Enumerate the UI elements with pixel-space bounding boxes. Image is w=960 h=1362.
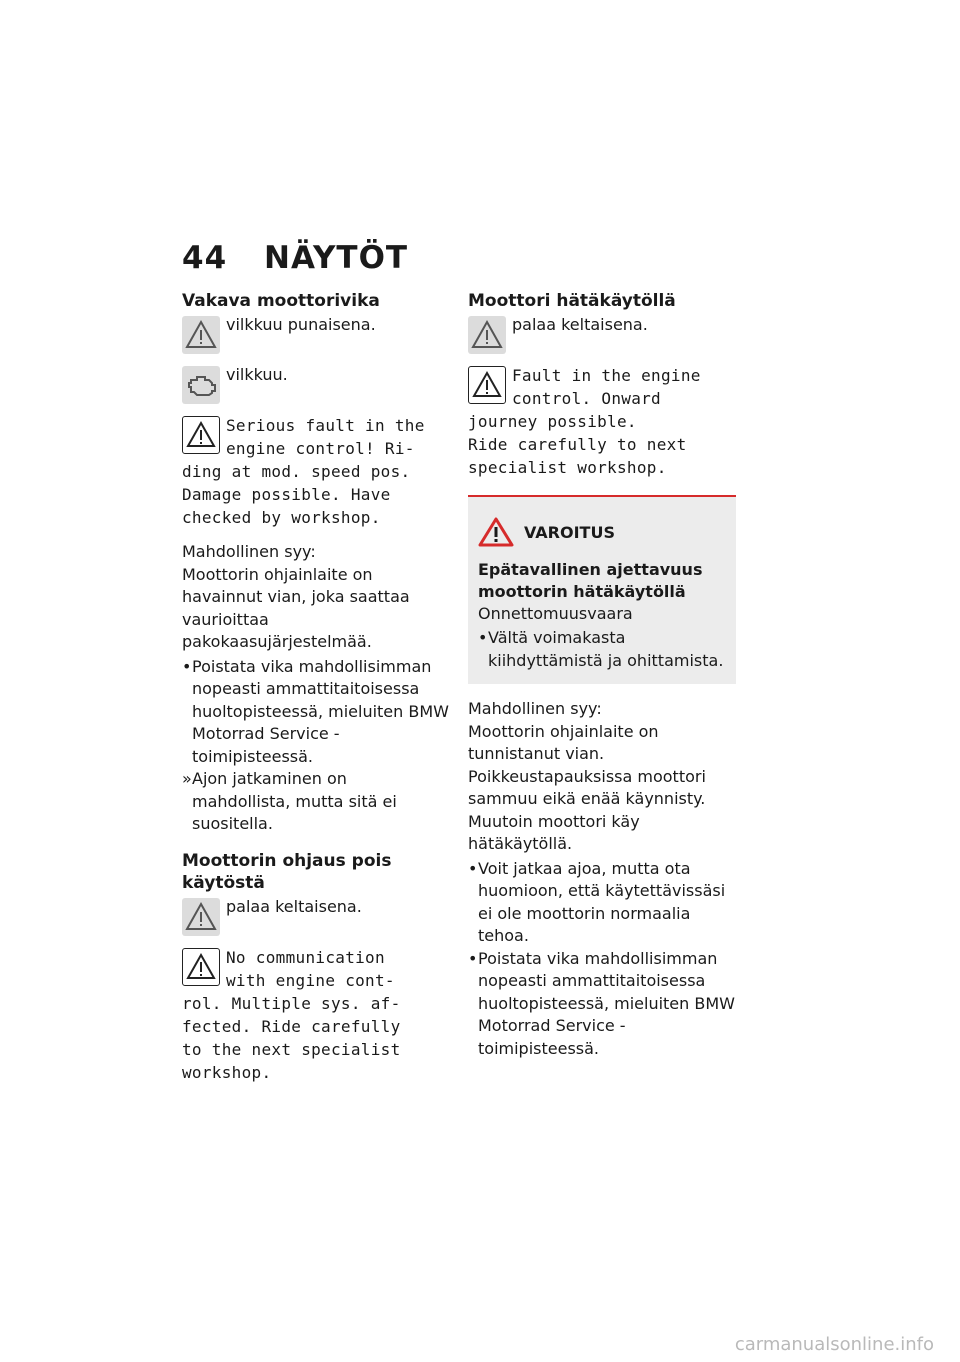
engine-icon — [182, 366, 220, 404]
cause-label: Mahdollinen syy: — [468, 699, 602, 718]
warning-risk: Onnettomuusvaara — [478, 604, 633, 623]
message-line: No communication — [226, 947, 385, 967]
warning-subtitle: Epätavallinen ajettavuus moottorin hätäkäytöllä — [478, 560, 703, 601]
left-column — [182, 290, 450, 1096]
page-title: NÄYTÖT — [264, 240, 409, 276]
message-line: Ride carefully to next — [468, 435, 687, 454]
message-line: control. Onward — [512, 389, 661, 408]
message-line: ding at mod. speed pos. — [182, 462, 411, 481]
bullet-marker: • — [468, 858, 478, 878]
section-heading: Moottori hätäkäytöllä — [468, 291, 676, 311]
indicator-row — [182, 314, 450, 352]
message-line: with engine cont- — [226, 970, 395, 990]
list-item: • Vältä voimakasta kiihdyttämistä ja ohittamista. — [478, 628, 724, 670]
message-line: rol. Multiple sys. af- — [182, 993, 401, 1013]
action-list — [182, 656, 450, 836]
warning-triangle-icon — [182, 898, 220, 936]
display-message — [182, 414, 450, 529]
warning-label: VAROITUS — [524, 522, 615, 542]
cause-text: Moottorin ohjainlaite on tunnistanut vian. Poikkeustapauksissa moottori sammuu eikä enää käynnisty. Muutoin moottori käy hätäkäytöllä. — [468, 721, 706, 853]
warning-list — [478, 627, 726, 672]
list-item: » Ajon jatkaminen on mahdollista, mutta sitä ei suositella. — [182, 769, 397, 833]
cause-label: Mahdollinen syy: — [182, 542, 316, 561]
list-item: • Poistata vika mahdollisimman nopeasti ammattitaitoisessa huoltopisteessä, mieluiten BMW Motorrad Service -toimipisteessä. — [182, 656, 449, 766]
warning-triangle-icon — [182, 316, 220, 354]
list-item: • Poistata vika mahdollisimman nopeasti ammattitaitoisessa huoltopisteessä, mieluiten BMW Motorrad Service -toimipisteessä. — [468, 948, 735, 1058]
action-list — [468, 858, 736, 1061]
message-line: to the next specialist — [182, 1039, 401, 1059]
indicator-text: palaa keltaisena. — [226, 896, 362, 916]
warning-title — [478, 517, 726, 547]
warning-triangle-icon — [468, 316, 506, 354]
warning-triangle-icon — [468, 366, 506, 404]
display-message — [468, 364, 736, 479]
message-line: specialist workshop. — [468, 458, 667, 477]
indicator-text: vilkkuu. — [226, 365, 288, 384]
list-item: • Voit jatkaa ajoa, mutta ota huomioon, että käytettävissäsi ei ole moottorin normaalia tehoa. — [468, 858, 726, 945]
warning-triangle-icon — [182, 948, 220, 986]
section-heading: Moottorin ohjaus pois käytöstä — [182, 850, 392, 893]
indicator-text: vilkkuu punaisena. — [226, 315, 376, 334]
page-header — [182, 240, 408, 276]
indicator-row — [182, 896, 450, 934]
warning-triangle-icon — [182, 416, 220, 454]
indicator-row — [182, 364, 450, 402]
message-line: Serious fault in the — [226, 416, 425, 435]
indicator-row — [468, 314, 736, 352]
warning-box — [468, 495, 736, 684]
result-marker: » — [182, 769, 192, 788]
right-column — [468, 290, 736, 1060]
message-line: Damage possible. Have — [182, 485, 391, 504]
indicator-text: palaa keltaisena. — [512, 315, 648, 334]
warning-red-icon — [478, 517, 514, 547]
page-number: 44 — [182, 240, 228, 276]
message-line: engine control! Ri- — [226, 439, 415, 458]
cause-text: Moottorin ohjainlaite on havainnut vian, joka saattaa vaurioittaa pakokaasujärjestelmää. — [182, 564, 410, 651]
message-line: Fault in the engine — [512, 366, 701, 385]
bullet-marker: • — [182, 656, 192, 676]
watermark: carmanualsonline.info — [734, 1334, 934, 1355]
message-line: workshop. — [182, 1062, 272, 1082]
section-heading: Vakava moottorivika — [182, 291, 380, 311]
message-line: journey possible. — [468, 412, 637, 431]
bullet-marker: • — [468, 948, 478, 968]
message-line: fected. Ride carefully — [182, 1016, 401, 1036]
message-line: checked by workshop. — [182, 508, 381, 527]
display-message — [182, 946, 450, 1084]
